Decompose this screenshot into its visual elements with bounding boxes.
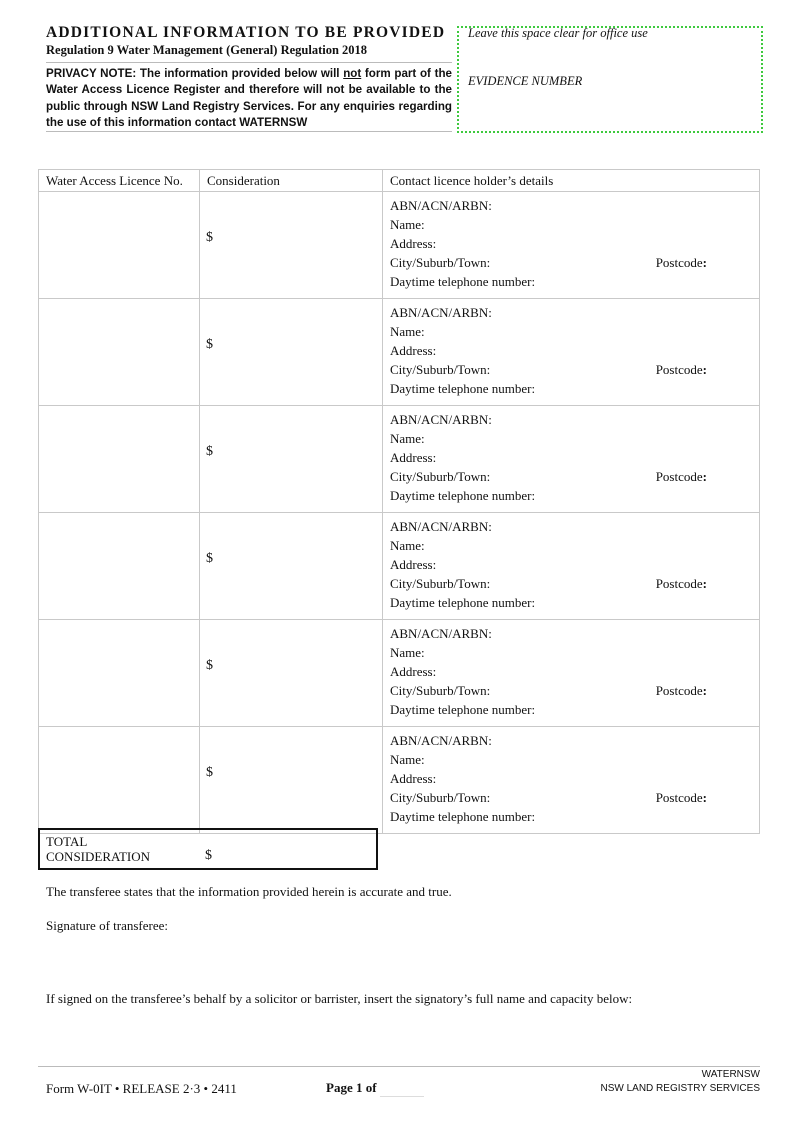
address-label: Address: <box>390 236 437 251</box>
contact-details-cell[interactable] <box>383 513 760 620</box>
contact-details-cell[interactable] <box>383 406 760 513</box>
postcode-label <box>656 467 707 486</box>
form-subtitle: Regulation 9 Water Management (General) Regulation 2018 <box>46 43 368 57</box>
postcode-text: Postcode <box>655 790 703 805</box>
name-label: Name: <box>390 217 425 232</box>
divider <box>46 62 452 63</box>
city-label: City/Suburb/Town: <box>390 683 491 698</box>
abn-label: ABN/ACN/ARBN: <box>390 519 492 534</box>
footer-org-nswlrs: NSW LAND REGISTRY SERVICES <box>600 1083 760 1094</box>
header-contact-details: Contact licence holder’s details <box>383 170 760 192</box>
consideration-field[interactable] <box>200 299 383 406</box>
dollar-sign: $ <box>206 658 213 673</box>
postcode-colon: : <box>702 576 707 591</box>
city-label: City/Suburb/Town: <box>390 576 491 591</box>
postcode-label <box>656 574 707 593</box>
footer-org-waternsw: WATERNSW <box>701 1069 760 1080</box>
abn-label: ABN/ACN/ARBN: <box>390 412 492 427</box>
privacy-text-end: form part of the Water Access Licence Register and therefore will not be available to the public through NSW Land Registry Services. For any enquiries regarding the use of this information contact WATERNSW <box>46 67 452 129</box>
form-id: Form W-0IT • RELEASE 2·3 • 2411 <box>46 1081 237 1096</box>
phone-label: Daytime telephone number: <box>390 595 536 610</box>
contact-details-cell[interactable] <box>383 727 760 834</box>
consideration-field[interactable] <box>200 192 383 299</box>
city-label: City/Suburb/Town: <box>390 255 491 270</box>
table-row <box>39 513 760 620</box>
header-licence-no: Water Access Licence No. <box>39 170 200 192</box>
name-label: Name: <box>390 752 425 767</box>
abn-label: ABN/ACN/ARBN: <box>390 626 492 641</box>
postcode-colon: : <box>702 255 707 270</box>
dollar-sign: $ <box>206 230 213 245</box>
postcode-label <box>656 788 707 807</box>
address-label: Address: <box>390 343 437 358</box>
postcode-text: Postcode <box>655 469 703 484</box>
licence-no-field[interactable] <box>39 620 200 727</box>
privacy-note <box>46 66 452 131</box>
postcode-text: Postcode <box>655 576 703 591</box>
evidence-number-label: EVIDENCE NUMBER <box>468 74 583 88</box>
address-label: Address: <box>390 771 437 786</box>
address-label: Address: <box>390 450 437 465</box>
dollar-sign: $ <box>206 444 213 459</box>
licence-no-field[interactable] <box>39 406 200 513</box>
accuracy-statement: The transferee states that the information provided herein is accurate and true. <box>46 884 452 899</box>
address-label: Address: <box>390 664 437 679</box>
city-label: City/Suburb/Town: <box>390 362 491 377</box>
table-header-row <box>39 170 760 192</box>
name-label: Name: <box>390 431 425 446</box>
consideration-field[interactable] <box>200 727 383 834</box>
phone-label: Daytime telephone number: <box>390 809 536 824</box>
privacy-not-emphasis: not <box>343 67 362 80</box>
licence-no-field[interactable] <box>39 727 200 834</box>
header-consideration: Consideration <box>200 170 383 192</box>
postcode-label <box>656 360 707 379</box>
postcode-text: Postcode <box>655 683 703 698</box>
contact-details-cell[interactable] <box>383 620 760 727</box>
phone-label: Daytime telephone number: <box>390 488 536 503</box>
footer-divider <box>38 1066 760 1067</box>
table-row <box>39 727 760 834</box>
licence-no-field[interactable] <box>39 192 200 299</box>
dollar-sign: $ <box>206 765 213 780</box>
name-label: Name: <box>390 645 425 660</box>
page-total-line <box>380 1096 424 1097</box>
phone-label: Daytime telephone number: <box>390 702 536 717</box>
solicitor-instruction: If signed on the transferee’s behalf by a solicitor or barrister, insert the signatory’s full name and capacity below: <box>46 991 633 1006</box>
table-body <box>39 192 760 834</box>
city-label: City/Suburb/Town: <box>390 790 491 805</box>
table-row <box>39 299 760 406</box>
consideration-field[interactable] <box>200 406 383 513</box>
city-label: City/Suburb/Town: <box>390 469 491 484</box>
postcode-text: Postcode <box>655 255 703 270</box>
divider <box>46 131 452 132</box>
contact-details-cell[interactable] <box>383 192 760 299</box>
postcode-label <box>656 253 707 272</box>
table-row <box>39 406 760 513</box>
licence-no-field[interactable] <box>39 299 200 406</box>
dollar-sign: $ <box>206 551 213 566</box>
postcode-colon: : <box>702 469 707 484</box>
table-row <box>39 192 760 299</box>
abn-label: ABN/ACN/ARBN: <box>390 733 492 748</box>
phone-label: Daytime telephone number: <box>390 381 536 396</box>
name-label: Name: <box>390 538 425 553</box>
postcode-colon: : <box>702 790 707 805</box>
abn-label: ABN/ACN/ARBN: <box>390 305 492 320</box>
form-title: ADDITIONAL INFORMATION TO BE PROVIDED <box>46 24 446 41</box>
page-number: Page 1 of <box>326 1080 377 1095</box>
contact-details-cell[interactable] <box>383 299 760 406</box>
postcode-colon: : <box>702 362 707 377</box>
signature-label: Signature of transferee: <box>46 918 169 933</box>
address-label: Address: <box>390 557 437 572</box>
licence-no-field[interactable] <box>39 513 200 620</box>
name-label: Name: <box>390 324 425 339</box>
dollar-sign: $ <box>206 337 213 352</box>
total-consideration-label: TOTAL CONSIDERATION <box>46 834 150 864</box>
postcode-colon: : <box>702 683 707 698</box>
office-use-note: Leave this space clear for office use <box>468 26 648 40</box>
total-dollar-sign: $ <box>205 848 212 863</box>
postcode-text: Postcode <box>655 362 703 377</box>
licence-table <box>38 169 760 834</box>
phone-label: Daytime telephone number: <box>390 274 536 289</box>
abn-label: ABN/ACN/ARBN: <box>390 198 492 213</box>
table-row <box>39 620 760 727</box>
privacy-text-start: PRIVACY NOTE: The information provided below will <box>46 67 344 80</box>
consideration-field[interactable] <box>200 513 383 620</box>
postcode-label <box>656 681 707 700</box>
consideration-field[interactable] <box>200 620 383 727</box>
